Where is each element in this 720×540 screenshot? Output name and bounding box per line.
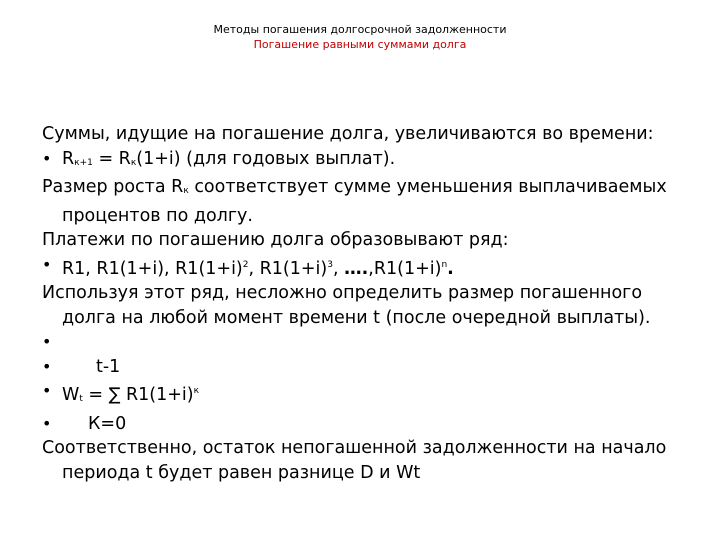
bullet-formula bbox=[42, 379, 682, 412]
text-run: R1, R1(1+i), R1(1+i) bbox=[62, 258, 243, 279]
text-run: , bbox=[332, 258, 345, 279]
paragraph-conclusion bbox=[42, 436, 682, 485]
text-run: Соответственно, остаток непогашенной задолженности на начало периода t будет равен разнице D и Wt bbox=[42, 438, 667, 483]
text-run: соответствует сумме уменьшения выплачиваемых процентов по долгу. bbox=[62, 177, 667, 226]
title-block bbox=[0, 22, 720, 52]
paragraph-intro-text: Суммы, идущие на погашение долга, увеличиваются во времени: bbox=[42, 124, 654, 144]
bullet-empty bbox=[42, 330, 682, 355]
paragraph-growth bbox=[42, 175, 682, 228]
text-run: R bbox=[62, 148, 75, 169]
slide-body bbox=[42, 122, 682, 485]
text-run: ,R1(1+i) bbox=[368, 258, 442, 279]
bullet-series bbox=[42, 253, 682, 282]
text-run: …. bbox=[344, 258, 369, 279]
text-run: Используя этот ряд, несложно определить размер погашенного долга на любой момент времени t (после очередной выплаты). bbox=[42, 283, 651, 328]
text-run: (1+i) (для годовых выплат). bbox=[136, 148, 396, 169]
subscript: к bbox=[183, 186, 189, 196]
paragraph-usage bbox=[42, 281, 682, 330]
text-run: . bbox=[447, 258, 454, 279]
slide-title: Методы погашения долгосрочной задолженности bbox=[213, 23, 507, 36]
subscript: t bbox=[79, 394, 83, 404]
text-run: = R bbox=[92, 148, 131, 169]
text-run: = ∑ R1(1+i) bbox=[82, 385, 194, 405]
text-run: Платежи по погашению долга образовывают ряд: bbox=[42, 230, 509, 250]
subscript: к+1 bbox=[74, 157, 93, 168]
superscript: 2 bbox=[242, 259, 249, 270]
paragraph-intro bbox=[42, 122, 682, 147]
superscript: 3 bbox=[327, 259, 333, 270]
bullet-upper-limit bbox=[42, 355, 682, 380]
text-run: Размер роста R bbox=[42, 177, 184, 197]
text-run: , R1(1+i) bbox=[248, 258, 328, 279]
sum-lower-limit: К=0 bbox=[88, 413, 127, 434]
bullet-recurrence bbox=[42, 147, 682, 176]
bullet-lower-limit bbox=[42, 412, 682, 437]
slide-subtitle: Погашение равными суммами долга bbox=[253, 38, 467, 51]
superscript: к bbox=[193, 386, 200, 396]
text-run: W bbox=[62, 385, 80, 405]
subscript: к bbox=[130, 157, 137, 168]
sum-upper-limit: t-1 bbox=[96, 356, 121, 377]
superscript: n bbox=[441, 259, 448, 270]
paragraph-series-intro bbox=[42, 228, 682, 253]
